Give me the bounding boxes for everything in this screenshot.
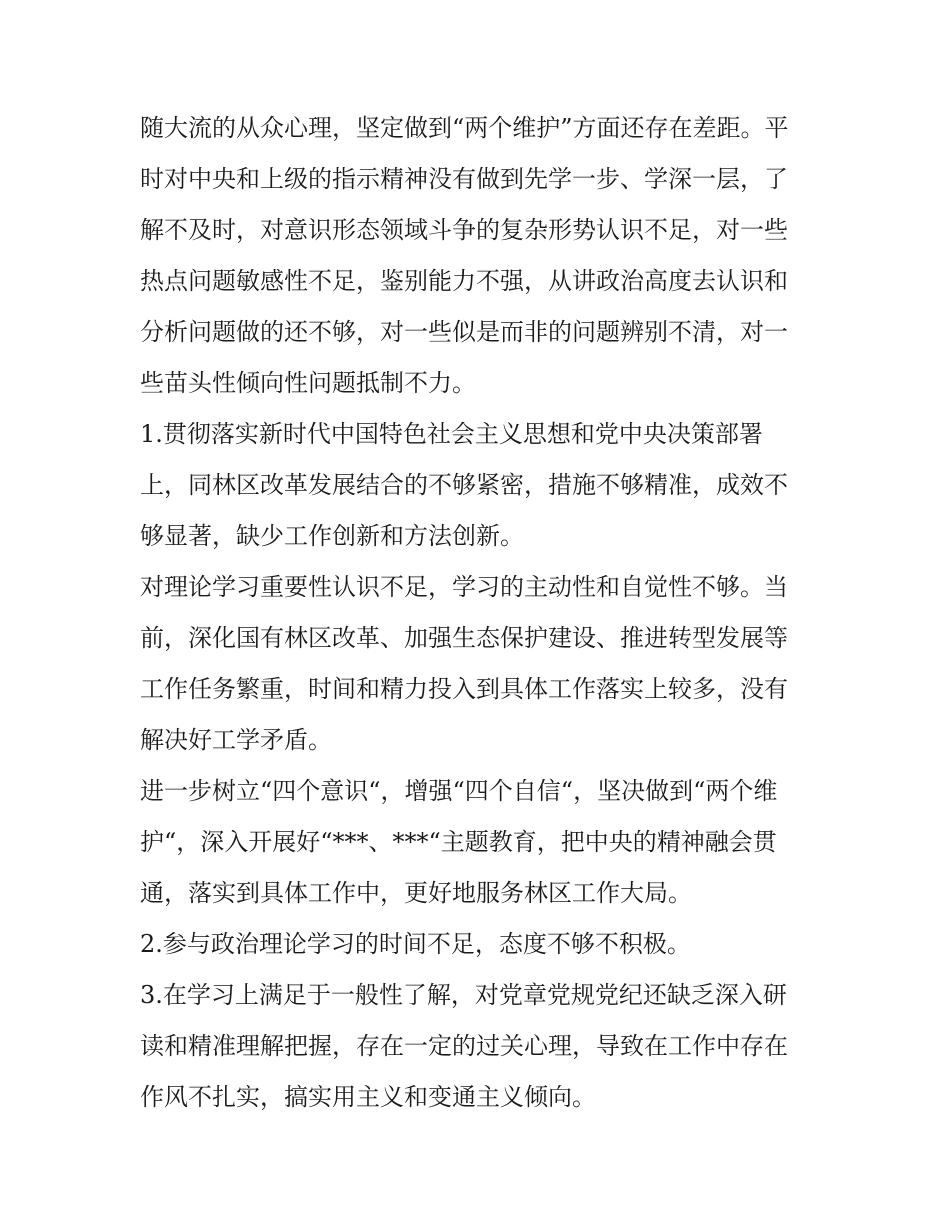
text-line: 时对中央和上级的指示精神没有做到先学一步、学深一层，了 [140,165,788,193]
text-line: 通，落实到具体工作中，更好地服务林区工作大局。 [140,879,692,907]
paragraph [140,970,820,1123]
text-line: 对理论学习重要性认识不足，学习的主动性和自觉性不够。当 [140,573,788,601]
text-line: 解不及时，对意识形态领域斗争的复杂形势认识不足，对一些 [140,216,788,244]
paragraph [140,766,820,919]
text-line: 上，同林区改革发展结合的不够紧密，措施不够精准，成效不 [140,471,788,499]
text-line: 作风不扎实，搞实用主义和变通主义倾向。 [140,1083,596,1111]
text-line: 够显著，缺少工作创新和方法创新。 [140,522,524,550]
text-line: 进一步树立“四个意识“，增强“四个自信“，坚决做到“两个维 [140,777,778,805]
paragraph [140,103,820,409]
text-line: 3.在学习上满足于一般性了解，对党章党规党纪还缺乏深入研 [140,981,787,1009]
text-line: 热点问题敏感性不足，鉴别能力不强，从讲政治高度去认识和 [140,267,788,295]
text-line: 分析问题做的还不够，对一些似是而非的问题辨别不清，对一 [140,318,788,346]
paragraph [140,919,820,970]
text-line: 读和精准理解把握，存在一定的过关心理，导致在工作中存在 [140,1032,788,1060]
paragraph [140,562,820,766]
text-line: 护“，深入开展好“***、***“主题教育，把中央的精神融会贯 [140,828,777,856]
text-line: 随大流的从众心理，坚定做到“两个维护”方面还存在差距。平 [140,114,789,142]
text-line: 2.参与政治理论学习的时间不足，态度不够不积极。 [140,930,691,958]
text-line: 1.贯彻落实新时代中国特色社会主义思想和党中央决策部署 [140,420,763,448]
document-body [140,103,820,1123]
text-line: 解决好工学矛盾。 [140,726,332,754]
text-line: 些苗头性倾向性问题抵制不力。 [140,369,476,397]
paragraph [140,409,820,562]
text-line: 前，深化国有林区改革、加强生态保护建设、推进转型发展等 [140,624,788,652]
text-line: 工作任务繁重，时间和精力投入到具体工作落实上较多，没有 [140,675,788,703]
